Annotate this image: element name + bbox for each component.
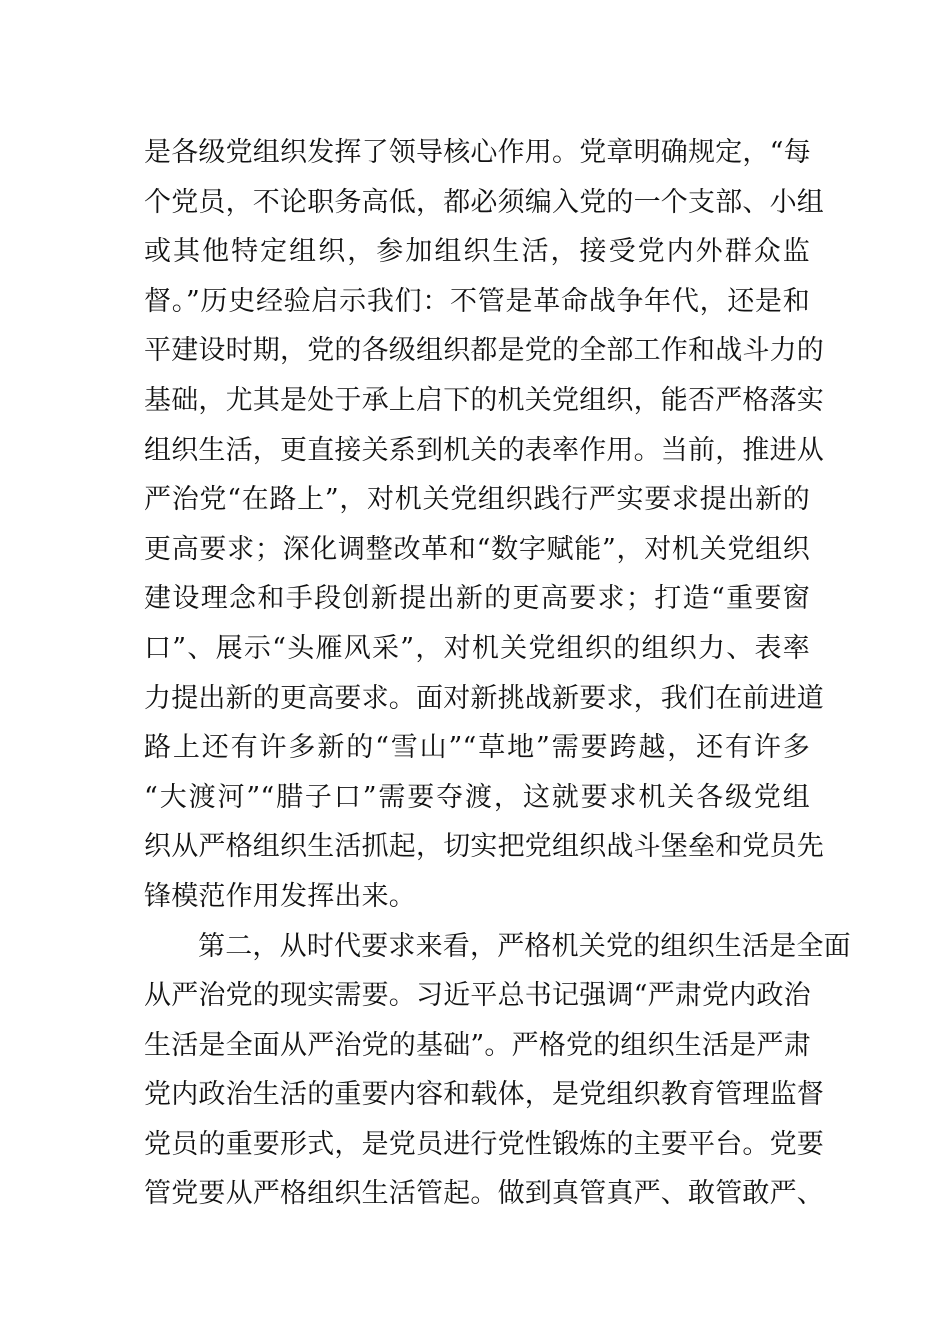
text-line: 更高要求；深化调整改革和“数字赋能”，对机关党组织 [144,533,810,565]
text-line: 个党员，不论职务高低，都必须编入党的一个支部、小组 [144,186,824,218]
text-line: 路上还有许多新的“雪山”“草地”需要跨越，还有许多 [144,732,810,764]
body-text [144,128,851,1219]
text-line: 或其他特定组织，参加组织生活，接受党内外群众监 [144,236,810,268]
text-line: 生活是全面从严治党的基础”。严格党的组织生活是严肃 [144,1029,811,1061]
text-line: 基础，尤其是处于承上启下的机关党组织，能否严格落实 [144,384,824,416]
text-line: 督。”历史经验启示我们：不管是革命战争年代，还是和 [144,285,810,317]
text-line: 建设理念和手段创新提出新的更高要求；打造“重要窗 [144,583,810,615]
text-line: 平建设时期，党的各级组织都是党的全部工作和战斗力的 [144,335,824,367]
text-line-paragraph-start: 第二，从时代要求来看，严格机关党的组织生活是全面 [198,930,851,962]
text-line: 力提出新的更高要求。面对新挑战新要求，我们在前进道 [144,682,824,714]
text-line: 织从严格组织生活抓起，切实把党组织战斗堡垒和党员先 [144,831,824,863]
text-line: 党内政治生活的重要内容和载体，是党组织教育管理监督 [144,1079,824,1111]
text-line: 口”、展示“头雁风采”，对机关党组织的组织力、表率 [144,632,810,664]
text-line: 组织生活，更直接关系到机关的表率作用。当前，推进从 [144,434,824,466]
text-line: 是各级党组织发挥了领导核心作用。党章明确规定，“每 [144,137,811,168]
text-line: 严治党“在路上”，对机关党组织践行严实要求提出新的 [144,484,810,516]
text-line: 党员的重要形式，是党员进行党性锻炼的主要平台。党要 [144,1128,824,1160]
text-line-paragraph-end: 锋模范作用发挥出来。 [144,880,416,912]
text-line: “大渡河”“腊子口”需要夺渡，这就要求机关各级党组 [144,781,810,813]
text-line: 从严治党的现实需要。习近平总书记强调“严肃党内政治 [144,980,811,1012]
text-line: 管党要从严格组织生活管起。做到真管真严、敢管敢严、 [144,1178,824,1210]
